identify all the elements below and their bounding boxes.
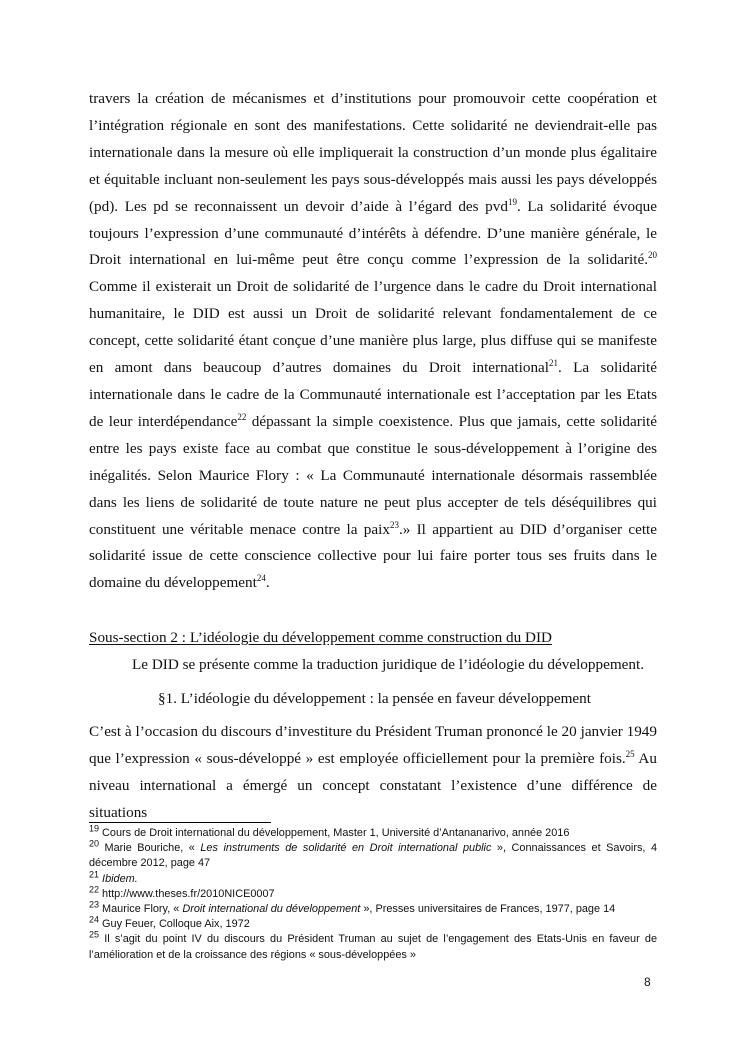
body-paragraph-1: travers la création de mécanismes et d’institutions pour promouvoir cette coopération et l’intégration régionale en sont des manifestations. Cette solidarité ne deviendrait-elle pas internationale dans la mesure où elle impliquerait la construction d’un monde plus égalitaire et équitable incluant non-seulement les pays sous-développés mais aussi les pays développés (pd). Les pd se reconnaissent un devoir d’aide à l’égard des pvd$^{19}$. La solidarité évoque toujours l’expression d’une communauté d’intérêts à défendre. D’une manière générale, le Droit international en lui-même peut être conçu comme l’expression de la solidarité.$^{20}$ Comme il existerait un Droit de solidarité de l’urgence dans le cadre du Droit international humanitaire, le DID est aussi un Droit de solidarité relevant fondamentalement de ce concept, cette solidarité étant conçue d’une manière plus large, plus diffuse qui se manifeste en amont dans beaucoup d’autres domaines du Droit international$^{21}$. La solidarité internationale dans le cadre de la Communauté internationale est l’acceptation par les Etats de leur interdépendance$^{22}$ dépassant la simple coexistence. Plus que jamais, cette solidarité entre les pays existe face au combat que constitue le sous-développement à l’origine des inégalités. Selon Maurice Flory : « La Communauté internationale désormais rassemblée dans les liens de solidarité de toute nature ne peut plus accepter de tels déséquilibres qui constituent une véritable menace contre la paix$^{23}$.» Il appartient au DID d’organiser cette solidarité issue de cette conscience collective pour lui faire porter tous ses fruits dans le domaine du développement$^{24}$. [89,90,658,592]
footnote-number: 25 [89,929,100,940]
footnote-item: $^{24}$ Guy Feuer, Colloque Aix, 1972 [89,914,250,931]
footnote-item [89,868,657,887]
body-paragraph-2: C’est à l’occasion du discours d’investiture du Président Truman prononcé le 20 janvier 1949 que l’expression « sous-développé » est employée officiellement pour la première fois.$^{25}$ Au niveau international a émergé un concept constatant l’existence d’une différence de situations [89,723,657,821]
footnote-number: 20 [89,838,100,849]
footnote-ref: 22 [237,411,247,422]
footnote-number: 24 [89,914,100,925]
footnote-ref: 25 [625,748,635,759]
section-heading [89,628,552,648]
page-number: 8 [644,975,651,989]
footnote-ref: 23 [389,519,399,530]
footnote-item: $^{19}$ Cours de Droit international du développement, Master 1, Université d’Antananarivo, année 2016 [89,823,570,839]
footnote-number: 22 [89,884,100,895]
section-heading-text: Sous-section 2 : L’idéologie du développement comme construction du DID [89,629,552,646]
footnote-separator [89,822,271,823]
italic-title: Ibidem. [102,872,138,885]
footnote-item: $^{22}$ http://www.theses.fr/2010NICE0007 [89,884,275,900]
footnote-number: 23 [89,899,100,910]
footnote-item: $^{23}$ Maurice Flory, « Droit international du développement », Presses universitaires de Frances, 1977, page 14 [89,899,616,916]
footnote-ref: 20 [648,250,657,261]
italic-title: Droit international du développement [182,903,361,916]
footnote-number: 19 [89,823,100,834]
subsection-heading: §1. L’idéologie du développement : la pensée en faveur développement [158,690,591,707]
footnote-ref: 21 [549,358,559,368]
footnote-number: 21 [89,868,100,879]
footnote-item: $^{25}$ Il s’agit du point IV du discours du Président Truman au sujet de l’engagement des Etats-Unis en faveur de l’amélioration et de la croissance des régions « sous-développées » [89,929,657,961]
italic-title: Les instruments de solidarité en Droit international public [200,842,492,855]
footnotes [89,823,658,963]
footnote-ref: 19 [507,196,517,207]
intro-line: Le DID se présente comme la traduction juridique de l’idéologie du développement. [132,656,644,673]
footnote-ref: 24 [256,573,266,584]
footnote-item: $^{20}$ Marie Bouriche, « Les instruments de solidarité en Droit international public », Connaissances et Savoirs, 4 décembre 2012, page 47 [89,838,658,870]
